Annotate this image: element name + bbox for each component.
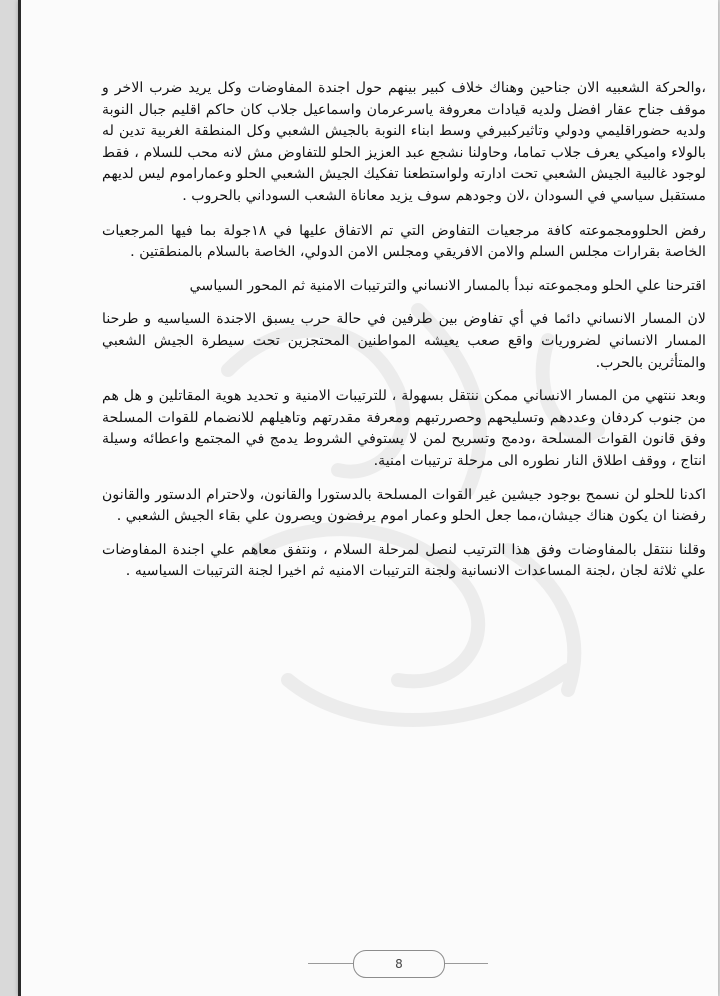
paragraph-5: وبعد ننتهي من المسار الانساني ممكن ننتقل بسهولة ، للترتيبات الامنية و تحديد هوية المقاتلين و هل هم من جنوب كردفان وعددهم وتسليحهم وحصررتبهم ومعرفة مقدرتهم وتاهيلهم للانضمام للقوات المسلحة وفق قانون القوات المسلحة ،ودمج وتسريح لمن لا يستوفي الشروط يدمج في المجتمع واعطائه وسيلة انتاج ، ووقف اطلاق النار نطوره الى مرحلة ترتيبات امنية. [102,388,706,469]
paragraph-1: ،والحركة الشعبيه الان جناحين وهناك خلاف كبير بينهم حول اجندة المفاوضات وكل يريد ضرب الاخر و موقف جناح عقار افضل ولديه قيادات معروفة ياسرعرمان واسماعيل جلاب كان حاكم اقليم جبال النوبة ولديه حضوراقليمي ودولي وتاثيركبيرفي وسط ابناء النوبة بالجيش الشعبي وكل المنطقة الغربية تدين له بالولاء واميكي يعرف جلاب تماما، وحاولنا نشجع عبد العزيز الحلو للتفاوض مش لانه محب للسلام ، فقط لوجود غالبية الجيش الشعبي تحت ادارته ولواستطعنا تفكيك الجيش الشعبي الحلو وعماراموم ليس لديهم مستقبل سياسي في السودان ،لان وجودهم سوف يزيد معاناة الشعب السوداني بالحروب . [102,80,706,204]
document-body [102,78,706,583]
paragraph-4: لان المسار الانساني دائما في أي تفاوض بين طرفين في حالة حرب يسبق الاجندة السياسيه و طرحنا المسار الانساني لضروريات واقع صعب يعيشه المواطنين المحتجزين تحت سيطرة الجيش الشعبي والمتأثرين بالحرب. [102,311,706,371]
page-footer [18,944,718,984]
document-page [18,0,718,996]
page-number: 8 [353,950,445,978]
paragraph-2: رفض الحلوومجموعته كافة مرجعيات التفاوض التي تم الاتفاق عليها في ١٨جولة بما فيها المرجعيات الخاصة بقرارات مجلس السلم والامن الافريقي ومجلس الامن الدولي، الخاصة بالسلام بالمنطقتين . [102,222,706,261]
paragraph-7: وقلنا ننتقل بالمفاوضات وفق هذا الترتيب لنصل لمرحلة السلام ، ونتفق معاهم علي اجندة المفاوضات علي ثلاثة لجان ،لجنة المساعدات الانسانية ولجنة الترتيبات الامنيه ثم اخيرا لجنة الترتيبات السياسيه . [102,541,706,580]
paragraph-6: اكدنا للحلو لن نسمح بوجود جيشين غير القوات المسلحة بالدستورا والقانون، ولاحترام الدستور والقانون رفضنا ان يكون هناك جيشان،مما جعل الحلو وعمار اموم يرفضون ويصرون علي بقاء الجيش الشعبي . [102,486,706,525]
paragraph-3: اقترحنا علي الحلو ومجموعته نبدأ بالمسار الانساني والترتيبات الامنية ثم المحور السياسي [189,277,706,294]
